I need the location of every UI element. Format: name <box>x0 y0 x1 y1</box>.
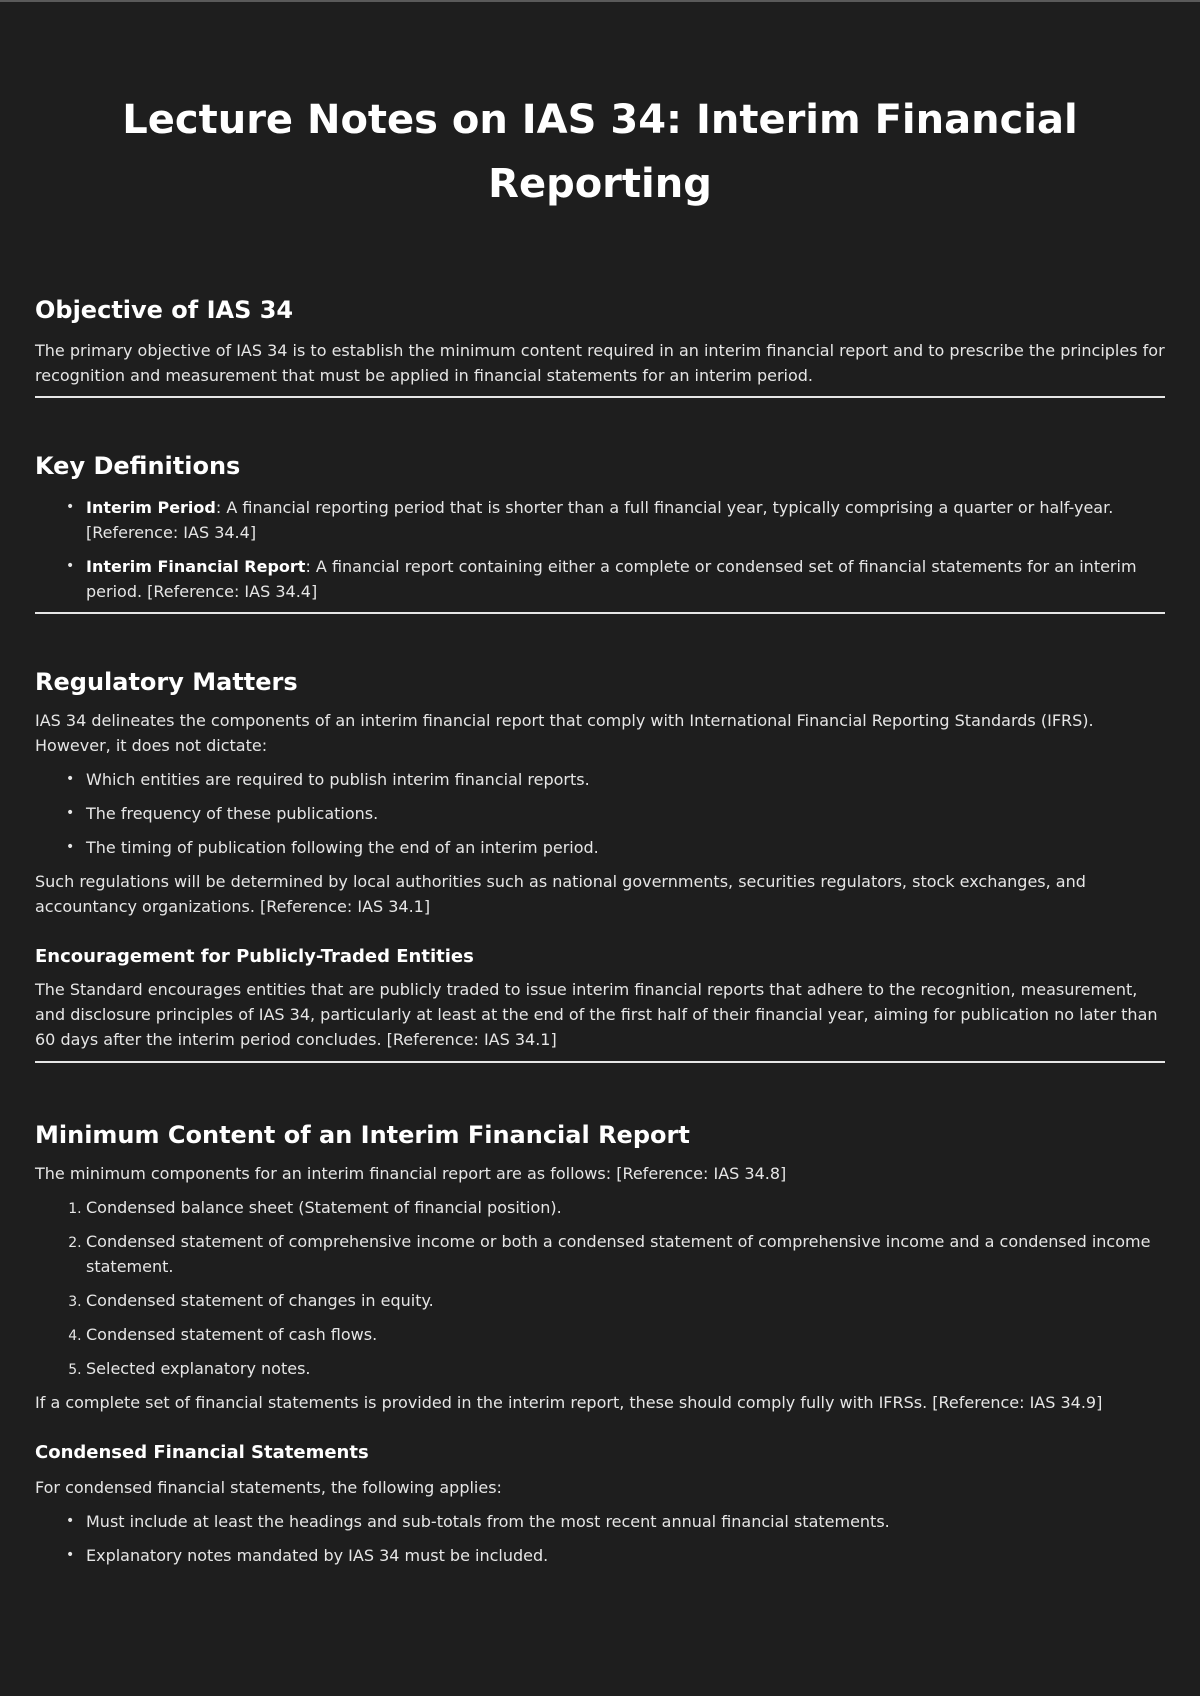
list-item <box>86 554 1165 604</box>
section-heading-regulatory: Regulatory Matters <box>35 668 298 696</box>
section-minimum-content <box>35 1119 1165 1568</box>
condensed-list <box>35 1509 1165 1568</box>
page-title: Lecture Notes on IAS 34: Interim Financial Reporting <box>122 97 1078 207</box>
top-border <box>0 0 1200 2</box>
regulatory-intro: IAS 34 delineates the components of an interim financial report that comply with International Financial Reporting Standards (IFRS). However, it does not dictate: <box>35 711 1094 755</box>
condensed-intro: For condensed financial statements, the following applies: <box>35 1478 502 1497</box>
definitions-list <box>35 495 1165 604</box>
section-definitions <box>35 450 1165 614</box>
objective-text: The primary objective of IAS 34 is to establish the minimum content required in an interim financial report and to prescribe the principles for recognition and measurement that must be applied in financial statements for an interim period. <box>35 341 1165 385</box>
encouragement-text: The Standard encourages entities that are publicly traded to issue interim financial reports that adhere to the recognition, measurement, and disclosure principles of IAS 34, particularly at least at the end of the first half of their financial year, aiming for publication no later than 60 days after the interim period concludes. [Reference: IAS 34.1] <box>35 980 1158 1049</box>
divider <box>35 612 1165 614</box>
section-heading-objective: Objective of IAS 34 <box>35 296 294 324</box>
minimum-outro: If a complete set of financial statements is provided in the interim report, these should comply fully with IFRSs. [Reference: IAS 34.9] <box>35 1393 1103 1412</box>
section-heading-minimum-content: Minimum Content of an Interim Financial Report <box>35 1121 690 1149</box>
minimum-list <box>35 1195 1165 1381</box>
section-objective <box>35 294 1165 398</box>
definition-text: : A financial report containing either a complete or condensed set of financial statements for an interim period. [Reference: IAS 34.4] <box>86 557 1137 601</box>
list-item: • The frequency of these publications. <box>86 801 1165 826</box>
definition-text: : A financial reporting period that is shorter than a full financial year, typically comprising a quarter or half-year. [Reference: IAS 34.4] <box>86 498 1114 542</box>
list-item: • Explanatory notes mandated by IAS 34 must be included. <box>86 1543 1165 1568</box>
definition-term: Interim Period <box>86 498 216 517</box>
divider <box>35 1061 1165 1063</box>
list-item: 5. Selected explanatory notes. <box>86 1356 1165 1381</box>
subsection-heading-encouragement: Encouragement for Publicly-Traded Entities <box>35 946 474 967</box>
regulatory-outro: Such regulations will be determined by local authorities such as national governments, securities regulators, stock exchanges, and accountancy organizations. [Reference: IAS 34.1] <box>35 872 1086 916</box>
list-item: 4. Condensed statement of cash flows. <box>86 1322 1165 1347</box>
definition-term: Interim Financial Report <box>86 557 306 576</box>
regulatory-list <box>35 767 1165 860</box>
section-regulatory <box>35 666 1165 1063</box>
list-item: • The timing of publication following the end of an interim period. <box>86 835 1165 860</box>
section-heading-definitions: Key Definitions <box>35 452 241 480</box>
list-item: 3. Condensed statement of changes in equity. <box>86 1288 1165 1313</box>
list-item <box>86 495 1165 545</box>
minimum-intro: The minimum components for an interim financial report are as follows: [Reference: IAS 34.8] <box>35 1164 787 1183</box>
list-item: 2. Condensed statement of comprehensive income or both a condensed statement of comprehensive income and a condensed income statement. <box>86 1229 1165 1279</box>
divider <box>35 396 1165 398</box>
list-item: • Must include at least the headings and sub-totals from the most recent annual financial statements. <box>86 1509 1165 1534</box>
subsection-heading-condensed: Condensed Financial Statements <box>35 1442 369 1463</box>
list-item: 1. Condensed balance sheet (Statement of financial position). <box>86 1195 1165 1220</box>
list-item: • Which entities are required to publish interim financial reports. <box>86 767 1165 792</box>
